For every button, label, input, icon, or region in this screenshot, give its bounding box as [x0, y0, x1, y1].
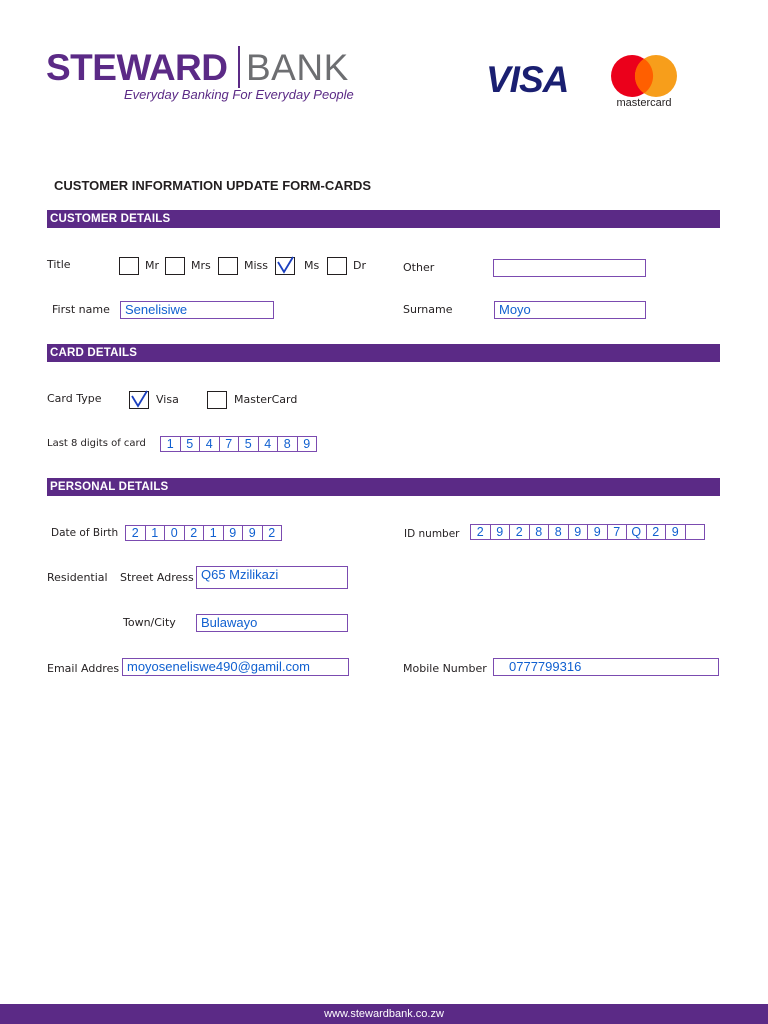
street-address-label: Street Adress: [120, 571, 194, 584]
id-char[interactable]: 9: [568, 524, 589, 540]
id-char[interactable]: 7: [607, 524, 628, 540]
id-number-label: ID number: [404, 528, 460, 540]
checkmark-icon: [275, 256, 295, 274]
id-char[interactable]: 8: [548, 524, 569, 540]
title-mrs-checkbox[interactable]: [165, 257, 185, 275]
dob-digit[interactable]: 2: [125, 525, 146, 541]
email-label: Email Addres: [47, 662, 120, 675]
other-label: Other: [403, 261, 435, 274]
last8-digit[interactable]: 5: [238, 436, 259, 452]
id-char[interactable]: 9: [665, 524, 686, 540]
residential-label: Residential: [47, 571, 108, 584]
title-mr-label: Mr: [145, 259, 160, 272]
title-miss-label: Miss: [244, 259, 269, 272]
town-city-label: Town/City: [123, 616, 176, 629]
last8-digit[interactable]: 7: [219, 436, 240, 452]
form-title: CUSTOMER INFORMATION UPDATE FORM-CARDS: [54, 178, 372, 193]
section-personal-details: PERSONAL DETAILS: [47, 478, 720, 496]
brand-divider: [238, 46, 240, 88]
mobile-number-label: Mobile Number: [403, 662, 487, 675]
brand-wordmark-bank: BANK: [246, 47, 349, 88]
card-mastercard-checkbox[interactable]: [207, 391, 227, 409]
last8-digit[interactable]: 9: [297, 436, 318, 452]
id-char[interactable]: 2: [509, 524, 530, 540]
dob-digit[interactable]: 1: [203, 525, 224, 541]
id-char[interactable]: 2: [646, 524, 667, 540]
last8-digit[interactable]: 8: [277, 436, 298, 452]
card-mastercard-label: MasterCard: [234, 393, 298, 406]
last8-digit[interactable]: 1: [160, 436, 181, 452]
last8-digit-boxes[interactable]: [160, 436, 316, 452]
title-miss-checkbox[interactable]: [218, 257, 238, 275]
dob-digit[interactable]: 2: [184, 525, 205, 541]
title-dr-label: Dr: [353, 259, 366, 272]
id-char[interactable]: 2: [470, 524, 491, 540]
last8-digit[interactable]: 4: [258, 436, 279, 452]
surname-label: Surname: [403, 303, 453, 316]
id-char[interactable]: 8: [529, 524, 550, 540]
dob-digit[interactable]: 0: [164, 525, 185, 541]
section-customer-details: CUSTOMER DETAILS: [47, 210, 720, 228]
email-field[interactable]: moyoseneliswe490@gamil.com: [122, 658, 349, 676]
id-char[interactable]: [685, 524, 706, 540]
id-char[interactable]: 9: [490, 524, 511, 540]
town-city-field[interactable]: Bulawayo: [196, 614, 348, 632]
title-label: Title: [47, 258, 71, 271]
title-mrs-label: Mrs: [191, 259, 211, 272]
checkmark-icon: [129, 390, 149, 408]
footer-website-link[interactable]: www.stewardbank.co.zw: [324, 1008, 444, 1020]
mastercard-logo-label: mastercard: [616, 97, 672, 109]
dob-digit[interactable]: 2: [262, 525, 283, 541]
card-visa-label: Visa: [156, 393, 179, 406]
section-card-details: CARD DETAILS: [47, 344, 720, 362]
first-name-field[interactable]: Senelisiwe: [120, 301, 274, 319]
surname-field[interactable]: Moyo: [494, 301, 646, 319]
dob-digit-boxes[interactable]: [125, 525, 281, 541]
visa-logo: VISA: [486, 59, 569, 100]
last8-digit[interactable]: 4: [199, 436, 220, 452]
title-mr-checkbox[interactable]: [119, 257, 139, 275]
dob-label: Date of Birth: [51, 527, 119, 539]
card-type-label: Card Type: [47, 392, 102, 405]
brand-tagline: Everyday Banking For Everyday People: [124, 87, 354, 102]
id-char[interactable]: 9: [587, 524, 608, 540]
first-name-label: First name: [52, 303, 110, 316]
other-field[interactable]: [493, 259, 646, 277]
street-address-field[interactable]: Q65 Mzilikazi: [196, 566, 348, 589]
brand-wordmark-steward: STEWARD: [46, 47, 228, 88]
last8-label: Last 8 digits of card: [47, 438, 146, 449]
id-number-boxes[interactable]: [470, 524, 704, 540]
title-ms-label: Ms: [304, 259, 320, 272]
title-dr-checkbox[interactable]: [327, 257, 347, 275]
mobile-number-field[interactable]: 0777799316: [493, 658, 719, 676]
dob-digit[interactable]: 9: [242, 525, 263, 541]
dob-digit[interactable]: 9: [223, 525, 244, 541]
id-char[interactable]: Q: [626, 524, 647, 540]
last8-digit[interactable]: 5: [180, 436, 201, 452]
dob-digit[interactable]: 1: [145, 525, 166, 541]
